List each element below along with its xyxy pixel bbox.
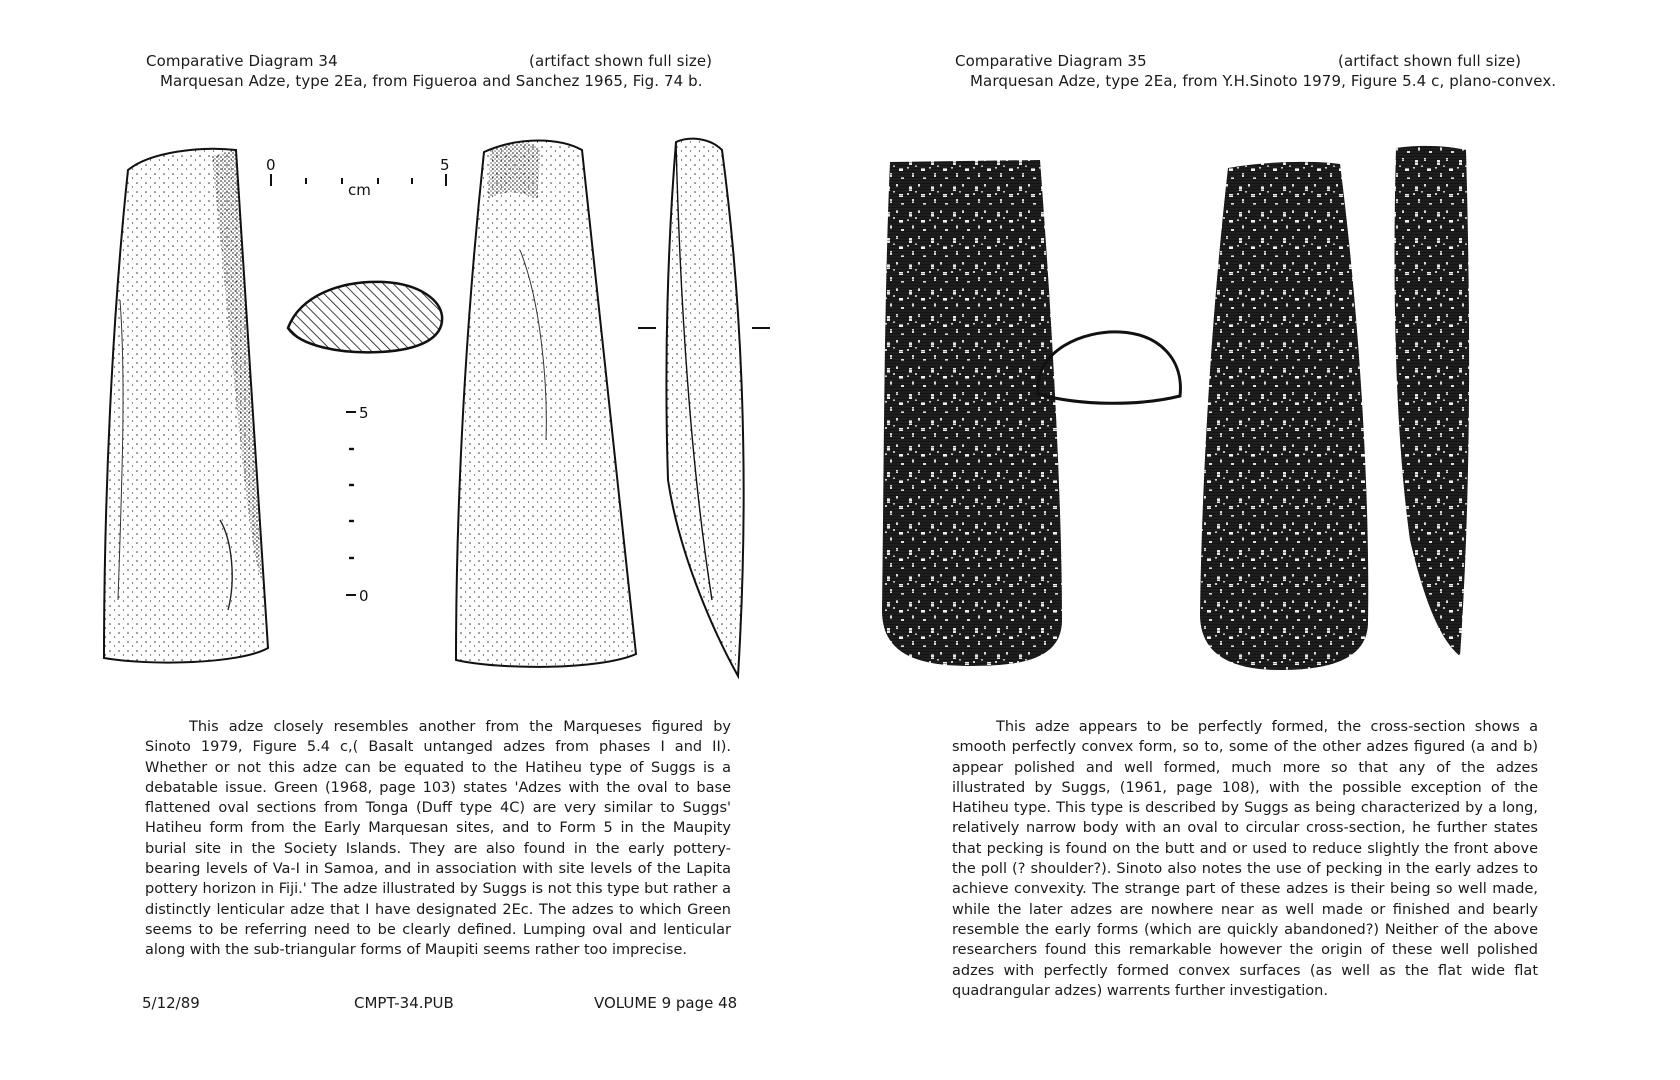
scale-label-zero: 0: [266, 156, 276, 174]
adze-side-view: [638, 139, 770, 676]
adze-front-view: [104, 149, 268, 663]
adze-back-view: [456, 141, 636, 667]
vertical-label-five: 5: [359, 404, 369, 422]
vertical-scale: [346, 404, 369, 605]
footer-date: 5/12/89: [142, 994, 200, 1012]
cm-scale-bar: [266, 156, 450, 199]
right-page: [840, 0, 1680, 1080]
full-size-note: (artifact shown full size): [1338, 52, 1522, 70]
diagram-caption: Marquesan Adze, type 2Ea, from Y.H.Sinoto 1979, Figure 5.4 c, plano-convex.: [970, 72, 1557, 90]
full-size-note: (artifact shown full size): [529, 52, 713, 70]
commentary-text: This adze appears to be perfectly formed, the cross-section shows a smooth perfectly convex form, so to, some of the other adzes figured (a and b) appear polished and well formed, much more so that any of the adzes illustrated by Suggs, (1961, page 108), with the possible exception of the Hatiheu type. This type is described by Suggs as being characterized by a long, relatively narrow body with an oval to circular cross-section, he further states that pecking is found on the butt and or used to reduce slightly the front above the poll (? shoulder?). Sinoto also notes the use of pecking in the early adzes to achieve convexity. The strange part of these adzes is their being so well made, while the later adzes are nowhere near as well made or finished and bearly resemble the early forms (which are quickly abandoned?) Neither of the above researchers found this remarkable however the origin of these well polished adzes with perfectly formed convex surfaces (as well as the flat wide flat quadrangular adzes) warrents further investigation.: [952, 719, 1538, 999]
adze-drawing-figure: [0, 0, 840, 700]
footer-file: CMPT-34.PUB: [354, 994, 454, 1012]
adze-photo-figure: [840, 0, 1680, 700]
diagram-title: Comparative Diagram 34: [146, 52, 338, 70]
diagram-caption: Marquesan Adze, type 2Ea, from Figueroa and Sanchez 1965, Fig. 74 b.: [160, 72, 703, 90]
diagram-title: Comparative Diagram 35: [955, 52, 1147, 70]
commentary-text: This adze closely resembles another from the Marqueses figured by Sinoto 1979, Figure 5.4 c,( Basalt untanged adzes from phases I and II). Whether or not this adze can be equated to the Hatiheu type of Suggs is a debatable issue. Green (1968, page 103) states 'Adzes with the oval to base flattened oval sections from Tonga (Duff type 4C) are very similar to Suggs' Hatiheu form from the Early Marquesan sites, and to Form 5 in the Maupity burial site in the Society Islands. They are also found in the early pottery-bearing levels of Va-I in Samoa, and in association with site levels of the Lapita pottery horizon in Fiji.' The adze illustrated by Suggs is not this type but rather a distinctly lenticular adze that I have designated 2Ec. The adzes to which Green seems to be referring need to be clearly defined. Lumping oval and lenticular along with the sub-triangular forms of Maupiti seems rather too imprecise.: [145, 719, 731, 959]
adze-photo-back: [1200, 162, 1368, 670]
adze-photo-side: [1395, 146, 1470, 656]
vertical-label-zero: 0: [359, 587, 369, 605]
scale-unit-cm: cm: [348, 181, 371, 199]
adze-cross-section-outline: [1038, 332, 1181, 403]
adze-cross-section: [288, 282, 442, 352]
adze-photo-front: [882, 160, 1062, 666]
footer-volume: VOLUME 9 page 48: [594, 994, 738, 1012]
scale-label-five: 5: [440, 156, 450, 174]
